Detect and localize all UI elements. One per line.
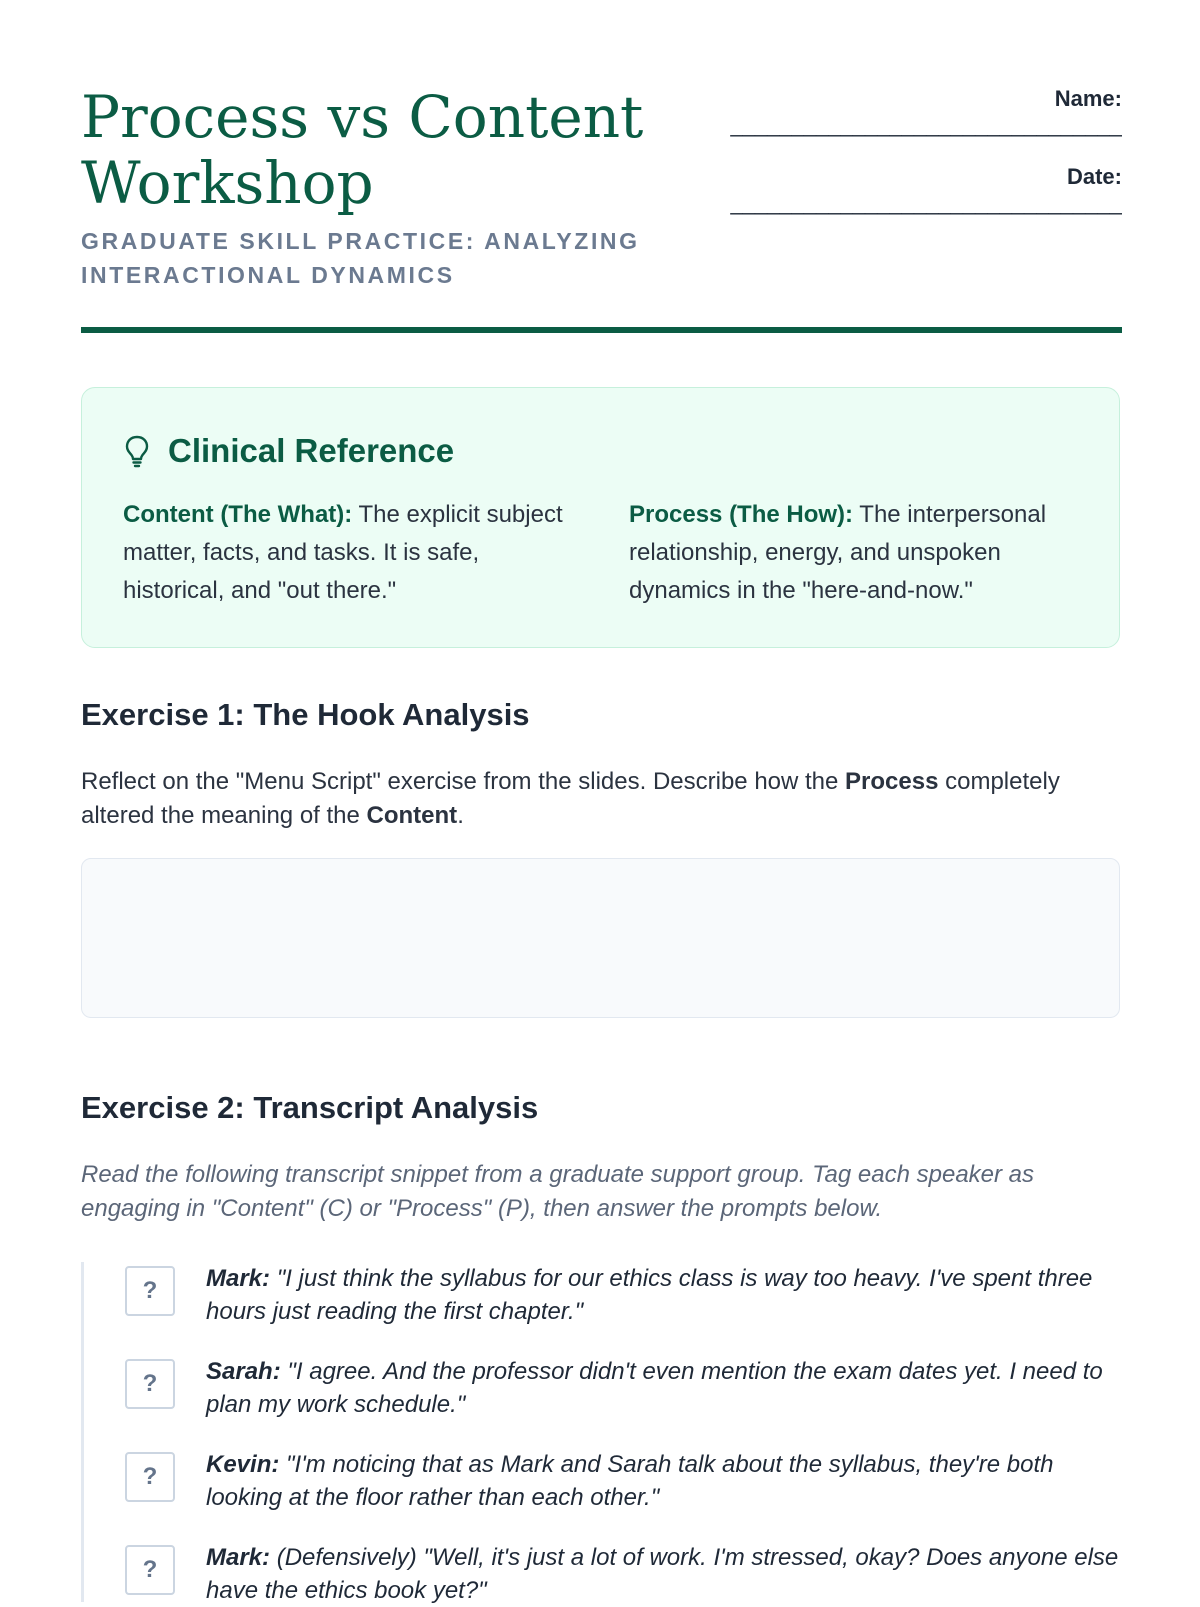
speaker-name: Sarah: xyxy=(206,1358,281,1385)
worksheet-header xyxy=(81,84,1122,334)
utterance xyxy=(206,1262,1126,1328)
page-subtitle: GRADUATE SKILL PRACTICE: ANALYZING INTERACTIONAL DYNAMICS xyxy=(81,228,640,288)
exercise-2-title: Exercise 2: Transcript Analysis xyxy=(81,1090,539,1125)
utterance-text: "I'm noticing that as Mark and Sarah talk about the syllabus, they're both looking at the floor rather than each other." xyxy=(206,1451,1054,1511)
content-term: Content (The What): xyxy=(123,501,353,528)
utterance-text: "I agree. And the professor didn't even mention the exam dates yet. I need to plan my work schedule." xyxy=(206,1358,1103,1418)
exercise-2-intro: Read the following transcript snippet from a graduate support group. Tag each speaker as engaging in "Content" (C) or "Process" (P), then answer the prompts below. xyxy=(81,1161,1035,1222)
name-label: Name: xyxy=(1054,86,1122,111)
name-date-fields xyxy=(692,84,1122,220)
clinical-reference-box xyxy=(81,387,1120,648)
tag-box[interactable]: ? xyxy=(125,1545,175,1595)
reference-heading xyxy=(122,432,454,470)
prompt-part: . xyxy=(457,802,464,829)
utterance xyxy=(206,1541,1126,1607)
content-text: The explicit subject matter, facts, and tasks. It is safe, historical, and "out there." xyxy=(123,501,563,604)
process-text: The interpersonal relationship, energy, and unspoken dynamics in the "here-and-now." xyxy=(629,501,1047,604)
utterance xyxy=(206,1448,1126,1514)
lightbulb-icon xyxy=(122,434,152,468)
utterance-text: (Defensively) "Well, it's just a lot of work. I'm stressed, okay? Does anyone else have the ethics book yet?" xyxy=(206,1544,1119,1604)
transcript xyxy=(81,1262,1125,1602)
exercise-1-answer-box[interactable] xyxy=(81,858,1120,1018)
process-definition xyxy=(629,496,1089,610)
content-definition xyxy=(123,496,583,610)
speaker-name: Mark: xyxy=(206,1265,271,1292)
process-term: Process (The How): xyxy=(629,501,854,528)
date-label: Date: xyxy=(1066,164,1122,189)
name-blank-line[interactable]: ________________________________ xyxy=(730,114,1122,137)
page-title: Process vs Content Workshop xyxy=(81,83,644,217)
tag-box[interactable]: ? xyxy=(125,1266,175,1316)
prompt-part: completely altered the meaning of the xyxy=(81,768,1060,829)
tag-box[interactable]: ? xyxy=(125,1359,175,1409)
prompt-content-emphasis: Content xyxy=(366,802,458,829)
prompt-process-emphasis: Process xyxy=(845,768,939,795)
exercise-1-prompt xyxy=(81,765,1121,833)
exercise-1-title: Exercise 1: The Hook Analysis xyxy=(81,697,530,732)
header-divider xyxy=(81,327,1122,333)
reference-title: Clinical Reference xyxy=(168,432,455,469)
prompt-part: Reflect on the "Menu Script" exercise from the slides. Describe how the xyxy=(81,768,846,795)
speaker-name: Mark: xyxy=(206,1544,271,1571)
tag-box[interactable]: ? xyxy=(125,1452,175,1502)
utterance xyxy=(206,1355,1126,1421)
speaker-name: Kevin: xyxy=(206,1451,280,1478)
utterance-text: "I just think the syllabus for our ethics class is way too heavy. I've spent three hours just reading the first chapter." xyxy=(206,1265,1093,1325)
date-blank-line[interactable]: ________________________________ xyxy=(730,192,1122,215)
